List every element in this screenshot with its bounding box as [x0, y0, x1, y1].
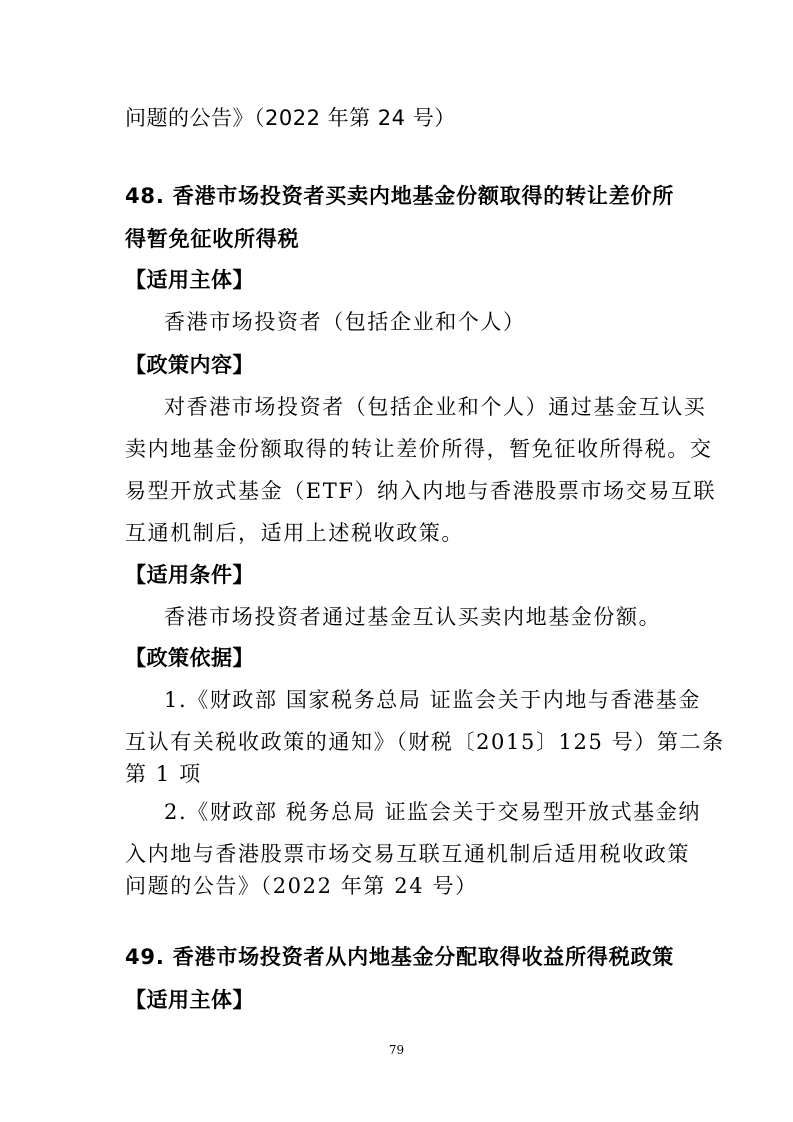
reference-line: 2.《财政部 税务总局 证监会关于交易型开放式基金纳: [164, 800, 701, 824]
applicable-subject-label: 【适用主体】: [125, 268, 254, 292]
reference-line: 第 1 项: [125, 762, 202, 786]
paragraph-line: 互通机制后，适用上述税收政策。: [125, 521, 464, 545]
policy-content-label: 【政策内容】: [125, 353, 254, 377]
paragraph-line: 对香港市场投资者（包括企业和个人）通过基金互认买: [164, 395, 707, 419]
section-49-heading: 49. 香港市场投资者从内地基金分配取得收益所得税政策: [125, 945, 675, 969]
applicable-subject-label: 【适用主体】: [125, 988, 254, 1012]
section-48-heading-continued: 得暂免征收所得税: [125, 227, 300, 251]
paragraph-line: 香港市场投资者通过基金互认买卖内地基金份额。: [164, 605, 662, 629]
policy-basis-label: 【政策依据】: [125, 646, 254, 670]
reference-line: 问题的公告》（2022 年第 24 号）: [125, 874, 478, 898]
section-48-heading: 48. 香港市场投资者买卖内地基金份额取得的转让差价所: [125, 184, 675, 208]
continued-text-line: 问题的公告》（2022 年第 24 号）: [125, 106, 456, 130]
reference-line: 1.《财政部 国家税务总局 证监会关于内地与香港基金: [164, 688, 701, 712]
reference-line: 互认有关税收政策的通知》（财税〔2015〕125 号）第二条: [125, 730, 725, 754]
paragraph-line: 卖内地基金份额取得的转让差价所得，暂免征收所得税。交: [125, 437, 713, 461]
page-number: 79: [388, 1043, 405, 1057]
reference-line: 入内地与香港股票市场交易互联互通机制后适用税收政策: [125, 842, 690, 866]
applicable-conditions-label: 【适用条件】: [125, 563, 254, 587]
paragraph-line: 香港市场投资者（包括企业和个人）: [164, 310, 526, 334]
paragraph-line: 易型开放式基金（ETF）纳入内地与香港股票市场交易互联: [125, 479, 717, 503]
